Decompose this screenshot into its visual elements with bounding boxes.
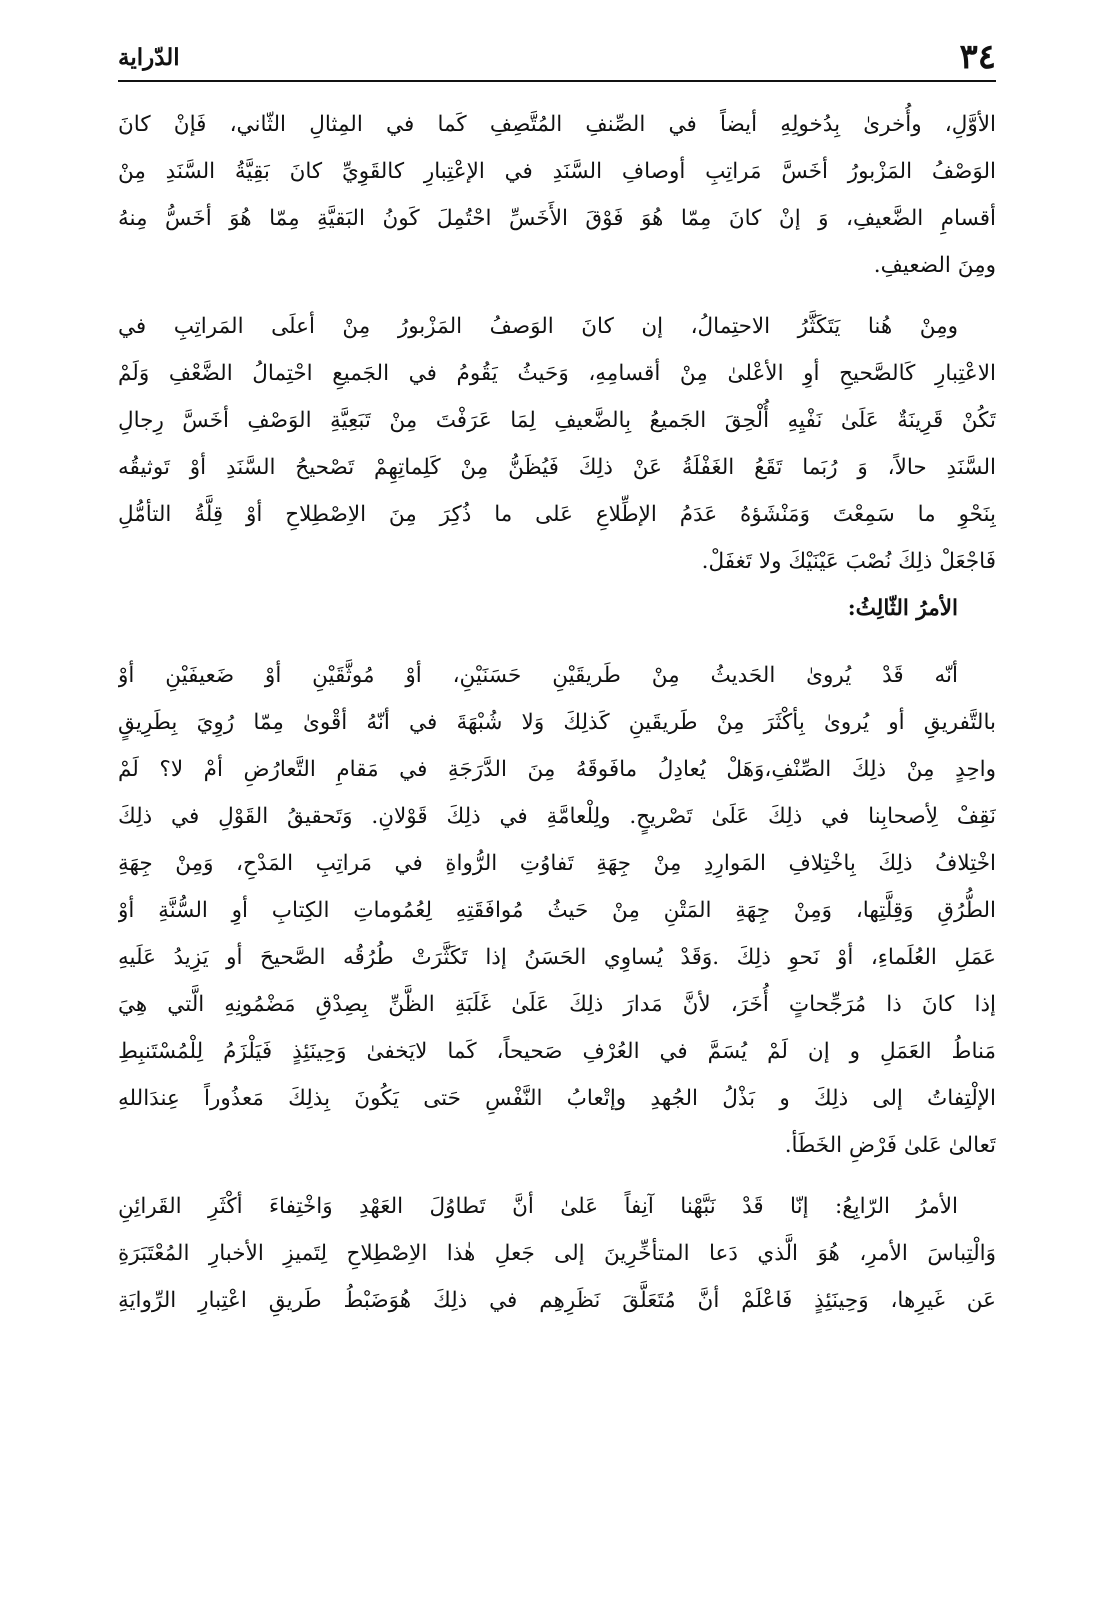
text-line: اخْتِلافُ ذلِكَ بِاخْتِلافِ المَوارِدِ مِنْ جِهَةِ تَفاوُتِ الرُّواةِ في مَراتِبِ المَدْحِ، وَمِنْ جِهَةِ bbox=[118, 851, 996, 876]
text-line: ومِنْ هُنا يَتَكَثَّرُ الاحتِمالُ، إن كانَ الوَصفُ المَزْبورُ مِنْ أعلَى المَراتِبِ في bbox=[118, 314, 958, 339]
text-line: الأمرُ الرّابِعُ: إنّا قَدْ نَبَّهْنا آنِفاً عَلىٰ أنَّ تَطاوُلَ العَهْدِ وَاخْتِفاءَ أكْثَرِ القَرائِنِ bbox=[118, 1194, 958, 1219]
paragraph-gap bbox=[118, 1164, 996, 1178]
book-page bbox=[118, 34, 996, 1534]
running-header bbox=[118, 34, 996, 82]
text-line: فَاجْعَلْ ذلِكَ نُصْبَ عَيْنَيْكَ ولا تَغفَلْ. bbox=[701, 549, 996, 574]
text-line: بِنَحْوِ ما سَمِعْتَ وَمَنْشَؤهُ عَدَمُ الإطِّلاعِ عَلى ما ذُكِرَ مِنَ الاِصْطِلاحِ أوْ قِلَّةُ التأمُّلِ bbox=[118, 502, 996, 527]
page-number: ٣٤ bbox=[959, 37, 996, 77]
running-title: الدّراية bbox=[118, 43, 180, 71]
text-line: الأوَّلِ، وأُخرىٰ بِدُخولِهِ أيضاً في الصِّنفِ المُتَّصِفِ كَما في المِثالِ الثّاني، فَإنْ كانَ bbox=[118, 112, 996, 137]
text-line: الوَصْفُ المَزْبورُ أخَسَّ مَراتِبِ أوصافِ السَّنَدِ في الإعْتِبارِ كالقَوِيِّ كانَ بَقِيَّةُ السَّنَدِ مِنْ bbox=[118, 159, 996, 184]
text-line: تَعالىٰ عَلىٰ فَرْضِ الخَطَأ. bbox=[784, 1133, 996, 1158]
text-line: وَالْتِباسَ الأمرِ، هُوَ الَّذي دَعا المتأخِّرِينَ إلى جَعلِ هٰذا الاِصْطِلاحِ لِتَميزِ الأخبارِ المُعْتَبَرَةِ bbox=[118, 1241, 996, 1266]
text-line: الاعْتِبارِ كَالصَّحيحِ أوِ الأعْلىٰ مِنْ أقسامِهِ، وَحَيثُ يَقُومُ في الجَميعِ احْتِمالُ الضَّعْفِ وَلَمْ bbox=[118, 361, 996, 386]
text-line: أنّه قَدْ يُروىٰ الحَديثُ مِنْ طَريقَيْنِ حَسَنَيْنِ، أوْ مُوثَّقَيْنِ أوْ ضَعيفَيْنِ أوْ bbox=[118, 663, 958, 688]
paragraph-gap bbox=[118, 284, 996, 298]
text-line: نَقِفْ لِأصحابِنا في ذلِكَ عَلَىٰ تَصْريحٍ. ولِلْعامَّةِ في ذلِكَ قَوْلانِ. وَتَحقيقُ القَوْلِ في ذلِكَ bbox=[118, 804, 996, 829]
text-line: السَّنَدِ حالاً، وَ رُبَما تَقَعُ الغَفْلَةُ عَنْ ذلِكَ فَيُظَنُّ مِنْ كَلِماتِهِمْ تَصْحيحُ السَّنَدِ أوْ تَوثيقُه bbox=[118, 455, 996, 480]
text-line: بالتَّفريقِ أو يُروىٰ بِأكْثَرَ مِنْ طَريقَينِ كَذلِكَ وَلا شُبْهَةَ في أنّهُ أقْوىٰ مِمّا رُوِيَ بِطَرِيقٍ bbox=[118, 710, 996, 735]
text-line: مَناطُ العَمَلِ و إن لَمْ يُسَمَّ في العُرْفِ صَحيحاً، كَما لايَخفىٰ وَحِينَئِذٍ فَيَلْزَمُ لِلْمُسْتَنبِطِ bbox=[118, 1039, 996, 1064]
paragraph-gap bbox=[118, 627, 996, 647]
body-text bbox=[118, 96, 996, 1319]
text-line: تَكُنْ قَرِينَةٌ عَلَىٰ نَفْيِهِ أُلْحِقَ الجَميعُ بِالضَّعيفِ لِمَا عَرَفْتَ مِنْ تَبَعِيَّةِ الوَصْفِ أخَسَّ رِجالِ bbox=[118, 408, 996, 433]
text-line: عَن غَيرِها، وَحِينَئِذٍ فَاعْلَمْ أنَّ مُتَعَلَّقَ نَظَرِهِم في ذلِكَ هُوَضَبْطُ طَريقِ اعْتِبارِ الرِّوايَةِ bbox=[118, 1288, 996, 1313]
text-line: عَمَلِ العُلَماءِ، أوْ نَحوِ ذلِكَ .وَقَدْ يُساوِي الحَسَنُ إذا تَكَثَّرَتْ طُرُقُه الصَّحيحَ أو يَزِيدُ عَلَيهِ bbox=[118, 945, 996, 970]
text-line: إذا كانَ ذا مُرَجِّحاتٍ أُخَرَ، لأنَّ مَدارَ ذلِكَ عَلَىٰ غَلَبَةِ الظَّنِّ بِصِدْقِ مَضْمُونِهِ الَّتي هِيَ bbox=[118, 992, 996, 1017]
section-heading: الأمرُ الثّالِثُ: bbox=[847, 596, 958, 621]
text-line: أقسامِ الضَّعيفِ، وَ إنْ كانَ مِمّا هُوَ فَوْقَ الأَخَسِّ احْتُمِلَ كَونُ البَقيَّةِ مِمّا هُوَ أخَسُّ مِنهُ bbox=[118, 206, 996, 231]
text-line: واحِدٍ مِنْ ذلِكَ الصِّنْفِ،وَهَلْ يُعادِلُ مافَوقَهُ مِنَ الدَّرَجَةِ في مَقامِ التَّعارُضِ أمْ لا؟ لَمْ bbox=[118, 757, 996, 782]
text-line: الطُّرُقِ وَقِلَّتِها، وَمِنْ جِهَةِ المَتْنِ مِنْ حَيثُ مُوافَقَتِهِ لِعُمُوماتِ الكِتابِ أوِ السُّنَّةِ أوْ bbox=[118, 898, 996, 923]
text-line: ومِنَ الضعيفِ. bbox=[873, 253, 996, 278]
text-line: الإلْتِفاتُ إلى ذلِكَ و بَذْلُ الجُهدِ وإتْعابُ النَّفْسِ حَتى يَكُونَ بِذلِكَ مَعذُوراً عِندَاللهِ bbox=[118, 1086, 996, 1111]
